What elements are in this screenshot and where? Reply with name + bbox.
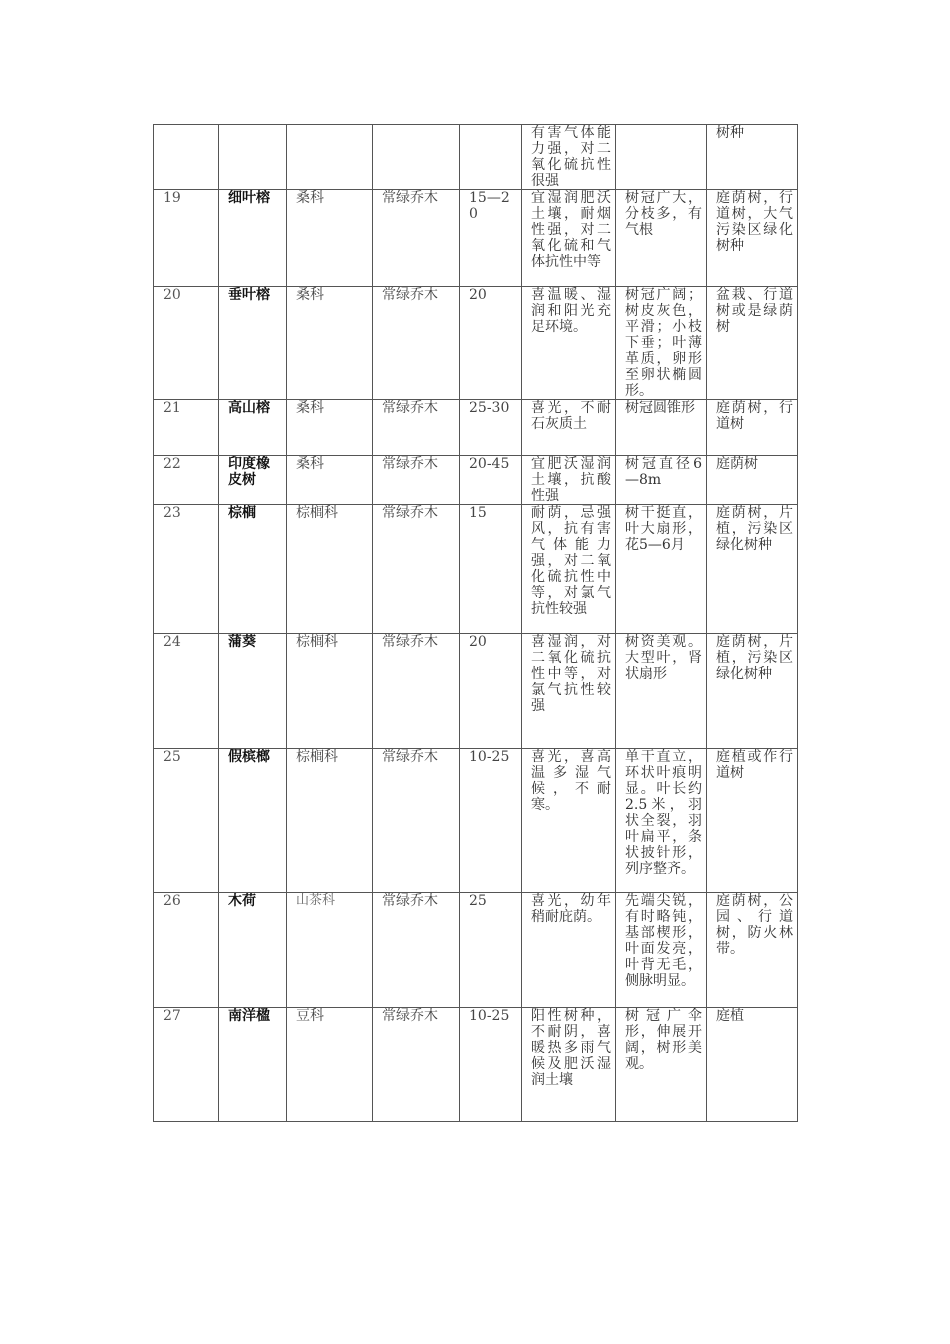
family-cell: 棕榈科 [287, 505, 373, 634]
species-name: 棕榈 [219, 505, 287, 634]
use-cell: 庭荫树，公园、行道树，防火林带。 [707, 893, 798, 1008]
type-cell [373, 125, 460, 190]
feature-cell: 树干挺直，叶大扇形，花5—6月 [616, 505, 707, 634]
use-cell: 庭荫树 [707, 456, 798, 505]
height-cell: 20-45 [460, 456, 522, 505]
type-cell: 常绿乔木 [373, 893, 460, 1008]
family-cell: 桑科 [287, 287, 373, 400]
feature-cell [616, 125, 707, 190]
feature-cell: 树冠广大，分枝多，有气根 [616, 190, 707, 287]
height-cell: 25-30 [460, 400, 522, 456]
type-cell: 常绿乔木 [373, 634, 460, 749]
table-row [154, 456, 798, 505]
table-row [154, 634, 798, 749]
row-number: 19 [154, 190, 219, 287]
type-cell: 常绿乔木 [373, 749, 460, 893]
family-cell [287, 125, 373, 190]
height-cell: 15—20 [460, 190, 522, 287]
height-cell: 20 [460, 287, 522, 400]
height-cell: 15 [460, 505, 522, 634]
habit-cell: 喜光，不耐石灰质土 [522, 400, 616, 456]
use-cell: 庭荫树，行道树，大气污染区绿化树种 [707, 190, 798, 287]
species-name: 细叶榕 [219, 190, 287, 287]
species-name: 蒲葵 [219, 634, 287, 749]
family-cell: 山茶科 [287, 893, 373, 1008]
height-cell: 25 [460, 893, 522, 1008]
habit-cell: 阳性树种，不耐阴，喜暖热多雨气候及肥沃湿润土壤 [522, 1008, 616, 1122]
height-cell: 20 [460, 634, 522, 749]
row-number: 26 [154, 893, 219, 1008]
type-cell: 常绿乔木 [373, 287, 460, 400]
table-row [154, 125, 798, 190]
row-number: 27 [154, 1008, 219, 1122]
feature-cell: 树冠广阔；树皮灰色，平滑；小枝下垂；叶薄革质，卵形至卵状椭圆形。 [616, 287, 707, 400]
species-name [219, 125, 287, 190]
family-cell: 桑科 [287, 400, 373, 456]
table-row [154, 893, 798, 1008]
habit-cell: 耐荫，忌强风，抗有害气体能力强，对二氧化硫抗性中等，对氯气抗性较强 [522, 505, 616, 634]
species-name: 木荷 [219, 893, 287, 1008]
table-row [154, 1008, 798, 1122]
habit-cell: 喜光，幼年稍耐庇荫。 [522, 893, 616, 1008]
species-name: 假槟榔 [219, 749, 287, 893]
row-number: 21 [154, 400, 219, 456]
family-cell: 豆科 [287, 1008, 373, 1122]
use-cell: 庭荫树，片植，污染区绿化树种 [707, 505, 798, 634]
row-number: 22 [154, 456, 219, 505]
family-cell: 棕榈科 [287, 749, 373, 893]
table-row [154, 287, 798, 400]
feature-cell: 树冠广伞形，伸展开阔，树形美观。 [616, 1008, 707, 1122]
use-cell: 庭荫树，行道树 [707, 400, 798, 456]
use-cell: 树种 [707, 125, 798, 190]
row-number [154, 125, 219, 190]
habit-cell: 宜肥沃湿润土壤，抗酸性强 [522, 456, 616, 505]
tree-species-table [153, 124, 798, 1122]
species-name: 南洋楹 [219, 1008, 287, 1122]
species-name: 垂叶榕 [219, 287, 287, 400]
habit-cell: 宜湿润肥沃土壤，耐烟性强，对二氧化硫和气体抗性中等 [522, 190, 616, 287]
table-row [154, 400, 798, 456]
feature-cell: 树冠直径6—8m [616, 456, 707, 505]
feature-cell: 单干直立，环状叶痕明显。叶长约2.5米，羽状全裂，羽叶扁平，条状披针形，列序整齐。 [616, 749, 707, 893]
row-number: 25 [154, 749, 219, 893]
row-number: 20 [154, 287, 219, 400]
height-cell: 10-25 [460, 1008, 522, 1122]
use-cell: 庭植或作行道树 [707, 749, 798, 893]
family-cell: 棕榈科 [287, 634, 373, 749]
use-cell: 盆栽、行道树或是绿荫树 [707, 287, 798, 400]
height-cell [460, 125, 522, 190]
type-cell: 常绿乔木 [373, 190, 460, 287]
family-cell: 桑科 [287, 456, 373, 505]
use-cell: 庭荫树，片植，污染区绿化树种 [707, 634, 798, 749]
type-cell: 常绿乔木 [373, 505, 460, 634]
type-cell: 常绿乔木 [373, 400, 460, 456]
type-cell: 常绿乔木 [373, 456, 460, 505]
feature-cell: 先端尖锐，有时略钝，基部楔形，叶面发亮，叶背无毛，侧脉明显。 [616, 893, 707, 1008]
family-cell: 桑科 [287, 190, 373, 287]
use-cell: 庭植 [707, 1008, 798, 1122]
type-cell: 常绿乔木 [373, 1008, 460, 1122]
species-name: 高山榕 [219, 400, 287, 456]
table-row [154, 505, 798, 634]
habit-cell: 有害气体能力强，对二氧化硫抗性很强 [522, 125, 616, 190]
habit-cell: 喜湿润，对二氧化硫抗性中等，对氯气抗性较强 [522, 634, 616, 749]
species-name: 印度橡皮树 [219, 456, 287, 505]
habit-cell: 喜温暖、湿润和阳光充足环境。 [522, 287, 616, 400]
feature-cell: 树资美观。大型叶，肾状扇形 [616, 634, 707, 749]
table-row [154, 749, 798, 893]
habit-cell: 喜光，喜高温多湿气候，不耐寒。 [522, 749, 616, 893]
row-number: 24 [154, 634, 219, 749]
row-number: 23 [154, 505, 219, 634]
table-row [154, 190, 798, 287]
feature-cell: 树冠圆锥形 [616, 400, 707, 456]
height-cell: 10-25 [460, 749, 522, 893]
